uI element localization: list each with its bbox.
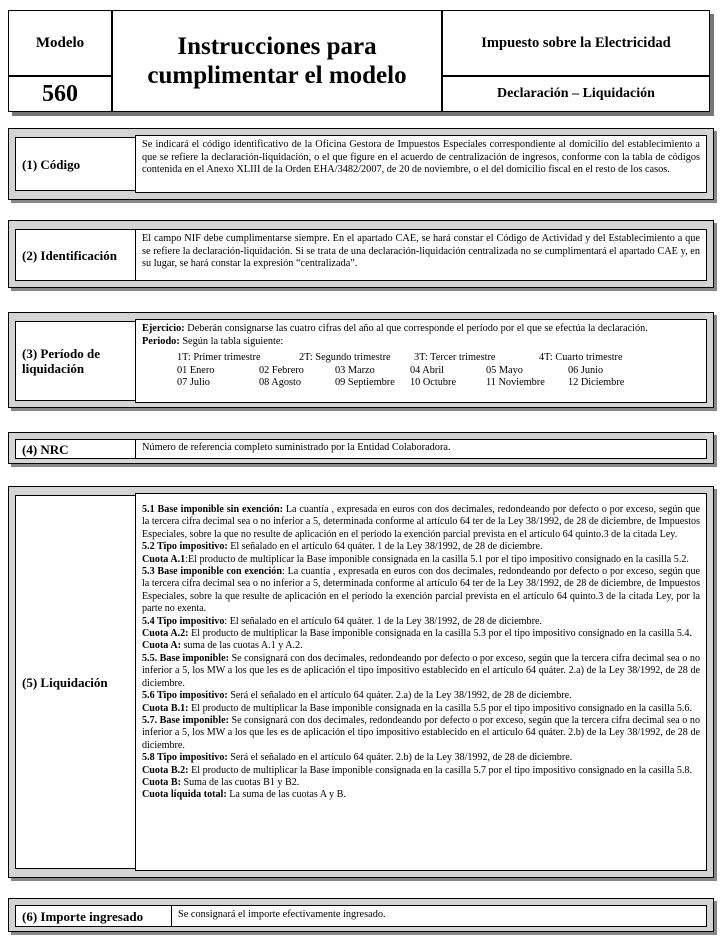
- modelo-number: 560: [8, 76, 112, 112]
- page-title: Instrucciones para cumplimentar el modelo: [112, 10, 442, 112]
- mes-11: 11 Noviembre: [486, 377, 545, 389]
- liq-para-5-3: 5.3 Base imponible con exención: La cuantía , expresada en euros con dos decimales, redondeando por defecto o por exceso, según que la tercera cifra decimal sea o no inferior a 5, determinada conforme al artículo 64 ter de la Ley 38/1992, de 28 de diciembre, de Impuestos Especiales, sobre la que resulte de aplicación en el período la exención parcial prevista en el artículo 64 quinto.3 de la citada Ley, por la parte no exenta.: [142, 566, 700, 615]
- liq-para-5-5: 5.5. Base imponible: Se consignará con dos decimales, redondeando por defecto o por exceso, según que la tercera cifra decimal sea o no inferior a 5, los MW a los que les es de aplicación el tipo impositivo establecido en el artículo 64 quáter. 2.a) de la Ley 38/1992, de 28 de diciembre.: [142, 652, 700, 689]
- section-periodo-label: (3) Período de liquidación: [15, 321, 137, 401]
- liq-para-5-1: 5.1 Base imponible sin exención: La cuantía , expresada en euros con dos decimales, redondeando por defecto o por exceso, según que la tercera cifra decimal sea o no inferior a 5, determinada conforme al artículo 64 ter de la Ley 38/1992, de 28 de diciembre, de Impuestos Especiales, sobre la que no resulte de aplicación en el período la exención parcial prevista en el artículo 64 quinto.3 de la citada Ley.: [142, 504, 700, 540]
- liq-para-5-6: 5.6 Tipo impositivo: Será el señalado en el artículo 64 quáter. 2.a) de la Ley 38/1992, de 28 de diciembre.: [142, 690, 572, 702]
- section-identificacion: [8, 220, 714, 288]
- section-codigo-label: (1) Código: [15, 137, 137, 191]
- trimestre-2t: 2T: Segundo trimestre: [299, 352, 391, 364]
- liq-para-5-4: 5.4 Tipo impositivo: El señalado en el artículo 64 quáter. 1 de la Ley 38/1992, de 28 de diciembre.: [142, 615, 542, 627]
- section-periodo-content: [135, 319, 707, 403]
- section-periodo: [8, 312, 714, 408]
- modelo-label: Modelo: [8, 10, 112, 76]
- mes-01: 01 Enero: [177, 364, 215, 376]
- periodo-text: Según la tabla siguiente:: [179, 335, 284, 347]
- section-identificacion-text: El campo NIF debe cumplimentarse siempre. En el apartado CAE, se hará constar el Código de Actividad y del Establecimiento a que se refiere la declaración-liquidación. Si se trata de una declaración-liquidación centralizada no se cumplimentará el apartado CAE y, en su lugar, se hará constar la expresión “centralizada”.: [135, 229, 707, 281]
- mes-03: 03 Marzo: [335, 364, 375, 376]
- ejercicio-label: Ejercicio:: [142, 323, 185, 334]
- mes-06: 06 Junio: [568, 364, 604, 376]
- liq-para-cuota-a2: Cuota A.2: El producto de multiplicar la Base imponible consignada en la casilla 5.3 por el tipo impositivo consignado en la casilla 5.4.: [142, 628, 692, 640]
- section-nrc-label: (4) NRC: [15, 439, 137, 459]
- section-importe-text: Se consignará el importe efectivamente ingresado.: [171, 905, 707, 927]
- section-liquidacion-label: (5) Liquidación: [15, 495, 137, 869]
- liq-para-5-7: 5.7. Base imponible: Se consignará con dos decimales, redondeando por defecto o por exceso, según que la tercera cifra decimal sea o no inferior a 5, los MW a los que les es de aplicación el tipo impositivo establecido en el artículo 64 quáter. 2.b) de la Ley 38/1992, de 28 de diciembre.: [142, 714, 700, 751]
- trimestre-1t: 1T: Primer trimestre: [177, 352, 261, 364]
- liq-para-cuota-total: Cuota líquida total: La suma de las cuotas A y B.: [142, 789, 346, 801]
- trimestre-3t: 3T: Tercer trimestre: [414, 352, 496, 364]
- section-nrc: [8, 432, 714, 464]
- tax-name: Impuesto sobre la Electricidad: [442, 10, 710, 76]
- mes-07: 07 Julio: [177, 377, 210, 389]
- mes-02: 02 Febrero: [259, 364, 304, 376]
- mes-12: 12 Diciembre: [568, 377, 625, 389]
- section-importe-label: (6) Importe ingresado: [15, 905, 173, 927]
- liq-para-cuota-b: Cuota B: Suma de las cuotas B1 y B2.: [142, 776, 300, 788]
- ejercicio-text: Deberán consignarse las cuatro cifras del año al que corresponde el período por el que se efectúa la declaración.: [184, 323, 648, 334]
- mes-09: 09 Septiembre: [335, 377, 395, 389]
- trimestre-4t: 4T: Cuarto trimestre: [539, 352, 623, 364]
- mes-04: 04 Abril: [410, 364, 445, 376]
- doc-type: Declaración – Liquidación: [442, 76, 710, 112]
- mes-08: 08 Agosto: [259, 377, 302, 389]
- liq-para-5-2: 5.2 Tipo impositivo: El señalado en el artículo 64 quáter. 1 de la Ley 38/1992, de 28 de diciembre.: [142, 541, 543, 553]
- section-codigo: [8, 128, 714, 200]
- liq-para-cuota-b2: Cuota B.2: El producto de multiplicar la Base imponible consignada en la casilla 5.7 por el tipo impositivo consignado en la casilla 5.8.: [142, 764, 692, 776]
- section-liquidacion-content: [135, 493, 707, 871]
- section-liquidacion: [8, 486, 714, 878]
- mes-10: 10 Octubre: [410, 377, 457, 389]
- periodo-label: Periodo:: [142, 335, 180, 347]
- section-codigo-text: Se indicará el código identificativo de la Oficina Gestora de Impuestos Especiales correspondiente al domicilio del establecimiento a que se refiere la declaración-liquidación, o el que figure en el acuerdo de centralización de ingresos, conforme con la tabla de códigos contenida en el Anexo XLIII de la Orden EHA/3482/2007, de 20 de noviembre, o el del domicilio fiscal en el resto de los casos.: [135, 135, 707, 193]
- section-importe: [8, 898, 714, 932]
- liq-para-cuota-b1: Cuota B.1: El producto de multiplicar la Base imponible consignada en la casilla 5.5 por el tipo impositivo consignado en la casilla 5.6.: [142, 702, 692, 714]
- liq-para-cuota-a1: Cuota A.1:El producto de multiplicar la Base imponible consignada en la casilla 5.1 por el tipo impositivo consignado en la casilla 5.2.: [142, 553, 689, 565]
- liq-para-cuota-a: Cuota A: suma de las cuotas A.1 y A.2.: [142, 640, 303, 652]
- liq-para-5-8: 5.8 Tipo impositivo: Será el señalado en el artículo 64 quáter. 2.b) de la Ley 38/1992, de 28 de diciembre.: [142, 752, 573, 764]
- section-nrc-text: Número de referencia completo suministrado por la Entidad Colaboradora.: [135, 439, 707, 459]
- mes-05: 05 Mayo: [486, 364, 523, 376]
- section-identificacion-label: (2) Identificación: [15, 229, 137, 281]
